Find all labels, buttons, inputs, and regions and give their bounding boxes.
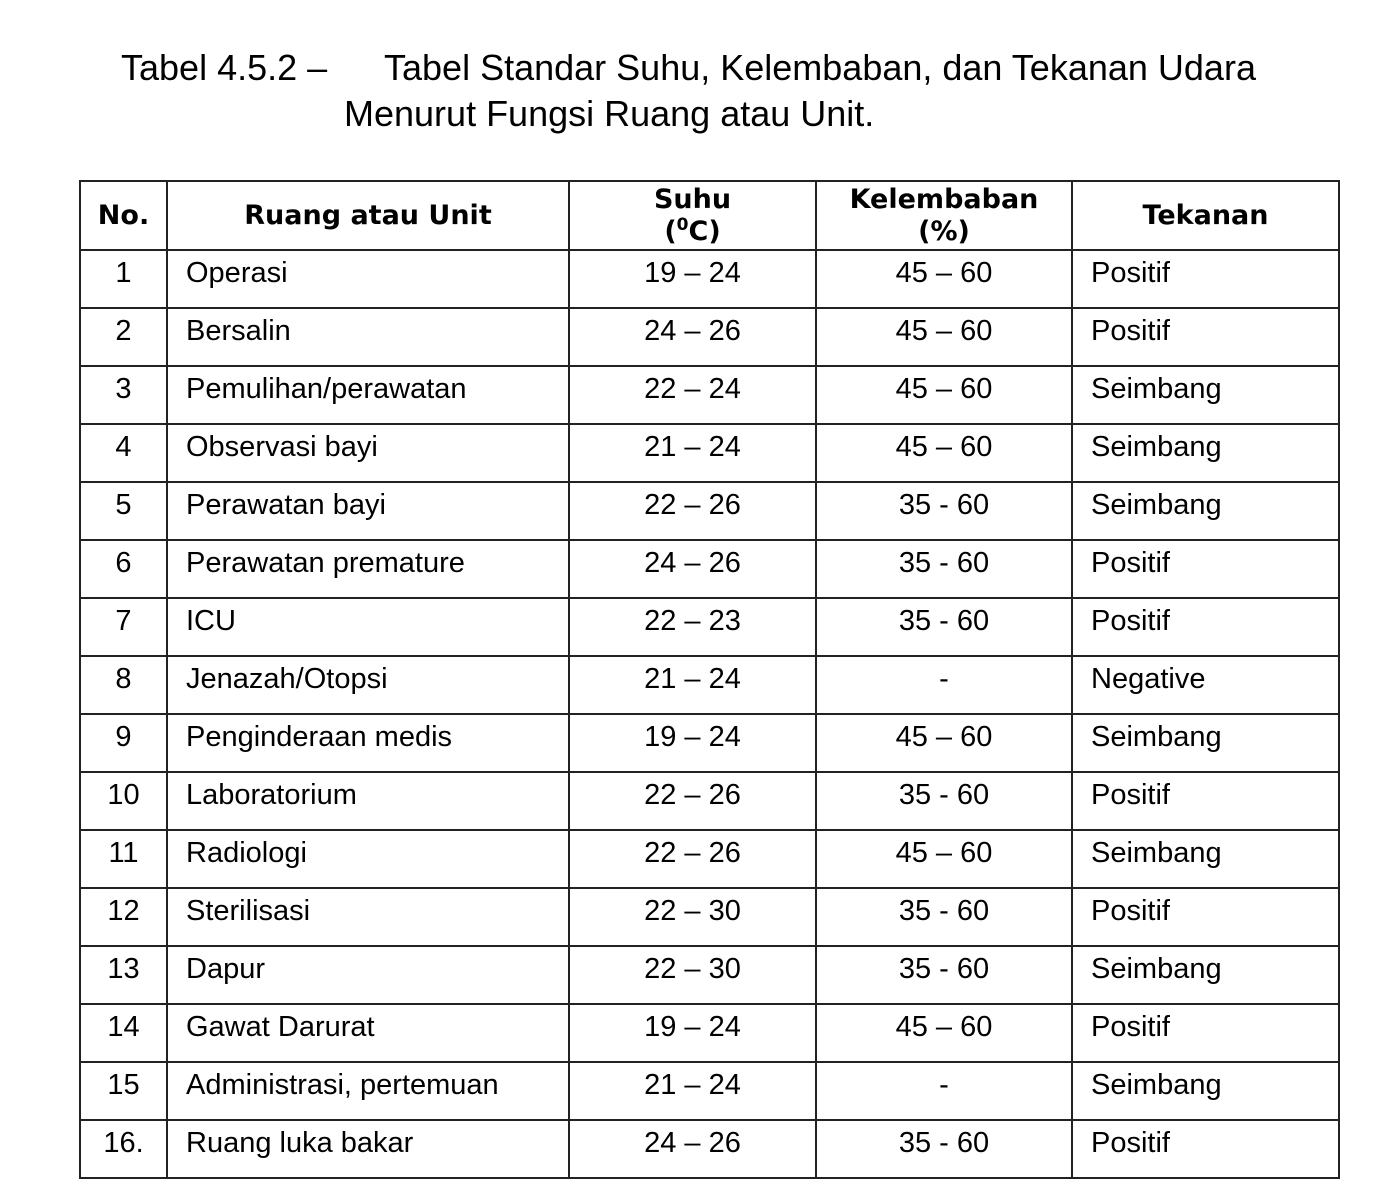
caption-title-line-2: Menurut Fungsi Ruang atau Unit. bbox=[344, 93, 875, 134]
table-row bbox=[80, 830, 1339, 888]
cell-temperature: 22 – 30 bbox=[569, 888, 816, 946]
table-row bbox=[80, 308, 1339, 366]
cell-pressure: Seimbang bbox=[1072, 714, 1339, 772]
cell-temperature: 22 – 26 bbox=[569, 772, 816, 830]
cell-temperature: 22 – 23 bbox=[569, 598, 816, 656]
cell-humidity: 35 - 60 bbox=[816, 888, 1072, 946]
cell-pressure: Seimbang bbox=[1072, 366, 1339, 424]
cell-humidity: 45 – 60 bbox=[816, 366, 1072, 424]
cell-humidity: 45 – 60 bbox=[816, 1004, 1072, 1062]
cell-room: Bersalin bbox=[167, 308, 569, 366]
header-room: Ruang atau Unit bbox=[167, 181, 569, 250]
degree-superscript: 0 bbox=[676, 214, 689, 235]
header-temperature: Suhu ($^0$C) bbox=[569, 181, 816, 250]
cell-room: Radiologi bbox=[167, 830, 569, 888]
cell-no: 15 bbox=[80, 1062, 167, 1120]
cell-room: Gawat Darurat bbox=[167, 1004, 569, 1062]
header-humidity: Kelembaban (%) bbox=[816, 181, 1072, 250]
cell-pressure: Positif bbox=[1072, 772, 1339, 830]
table-row bbox=[80, 656, 1339, 714]
cell-room: Administrasi, pertemuan bbox=[167, 1062, 569, 1120]
cell-pressure: Positif bbox=[1072, 598, 1339, 656]
cell-humidity: 45 – 60 bbox=[816, 714, 1072, 772]
cell-room: Pemulihan/perawatan bbox=[167, 366, 569, 424]
cell-temperature: 24 – 26 bbox=[569, 308, 816, 366]
cell-humidity: 45 – 60 bbox=[816, 424, 1072, 482]
table-row bbox=[80, 366, 1339, 424]
table-row bbox=[80, 250, 1339, 308]
cell-temperature: 22 – 26 bbox=[569, 830, 816, 888]
cell-humidity: 35 - 60 bbox=[816, 598, 1072, 656]
cell-no: 1 bbox=[80, 250, 167, 308]
table-caption bbox=[0, 0, 1396, 160]
cell-humidity: 35 - 60 bbox=[816, 482, 1072, 540]
cell-room: Perawatan bayi bbox=[167, 482, 569, 540]
cell-no: 11 bbox=[80, 830, 167, 888]
cell-pressure: Positif bbox=[1072, 540, 1339, 598]
cell-no: 13 bbox=[80, 946, 167, 1004]
cell-no: 2 bbox=[80, 308, 167, 366]
cell-pressure: Positif bbox=[1072, 888, 1339, 946]
cell-no: 3 bbox=[80, 366, 167, 424]
cell-no: 5 bbox=[80, 482, 167, 540]
cell-no: 7 bbox=[80, 598, 167, 656]
cell-temperature: 19 – 24 bbox=[569, 250, 816, 308]
cell-room: Laboratorium bbox=[167, 772, 569, 830]
cell-temperature: 21 – 24 bbox=[569, 424, 816, 482]
table-row bbox=[80, 714, 1339, 772]
cell-temperature: 21 – 24 bbox=[569, 1062, 816, 1120]
cell-room: Operasi bbox=[167, 250, 569, 308]
cell-pressure: Seimbang bbox=[1072, 424, 1339, 482]
table-row bbox=[80, 540, 1339, 598]
cell-room: Penginderaan medis bbox=[167, 714, 569, 772]
cell-pressure: Positif bbox=[1072, 1004, 1339, 1062]
cell-no: 14 bbox=[80, 1004, 167, 1062]
cell-room: Dapur bbox=[167, 946, 569, 1004]
table-row bbox=[80, 482, 1339, 540]
cell-pressure: Seimbang bbox=[1072, 482, 1339, 540]
cell-temperature: 22 – 30 bbox=[569, 946, 816, 1004]
cell-humidity: 45 – 60 bbox=[816, 830, 1072, 888]
cell-temperature: 22 – 26 bbox=[569, 482, 816, 540]
cell-humidity: 45 – 60 bbox=[816, 250, 1072, 308]
table-row bbox=[80, 598, 1339, 656]
cell-room: Ruang luka bakar bbox=[167, 1120, 569, 1178]
cell-no: 16. bbox=[80, 1120, 167, 1178]
table-row bbox=[80, 1004, 1339, 1062]
cell-humidity: 35 - 60 bbox=[816, 540, 1072, 598]
cell-room: Perawatan premature bbox=[167, 540, 569, 598]
cell-room: Jenazah/Otopsi bbox=[167, 656, 569, 714]
cell-humidity: 35 - 60 bbox=[816, 1120, 1072, 1178]
cell-no: 12 bbox=[80, 888, 167, 946]
cell-temperature: 24 – 26 bbox=[569, 1120, 816, 1178]
cell-room: ICU bbox=[167, 598, 569, 656]
cell-room: Sterilisasi bbox=[167, 888, 569, 946]
cell-humidity: - bbox=[816, 1062, 1072, 1120]
cell-no: 9 bbox=[80, 714, 167, 772]
cell-no: 10 bbox=[80, 772, 167, 830]
cell-pressure: Seimbang bbox=[1072, 946, 1339, 1004]
table-row bbox=[80, 1120, 1339, 1178]
table-row bbox=[80, 424, 1339, 482]
cell-humidity: 35 - 60 bbox=[816, 772, 1072, 830]
table-row bbox=[80, 1062, 1339, 1120]
cell-pressure: Positif bbox=[1072, 1120, 1339, 1178]
cell-no: 8 bbox=[80, 656, 167, 714]
cell-pressure: Positif bbox=[1072, 308, 1339, 366]
cell-pressure: Negative bbox=[1072, 656, 1339, 714]
cell-humidity: 45 – 60 bbox=[816, 308, 1072, 366]
cell-humidity: 35 - 60 bbox=[816, 946, 1072, 1004]
cell-temperature: 24 – 26 bbox=[569, 540, 816, 598]
cell-room: Observasi bayi bbox=[167, 424, 569, 482]
cell-temperature: 19 – 24 bbox=[569, 714, 816, 772]
cell-no: 6 bbox=[80, 540, 167, 598]
cell-no: 4 bbox=[80, 424, 167, 482]
cell-temperature: 22 – 24 bbox=[569, 366, 816, 424]
cell-temperature: 21 – 24 bbox=[569, 656, 816, 714]
header-row bbox=[80, 181, 1339, 250]
standards-table bbox=[79, 180, 1340, 1179]
cell-temperature: 19 – 24 bbox=[569, 1004, 816, 1062]
header-pressure: Tekanan bbox=[1072, 181, 1339, 250]
header-no: No. bbox=[80, 181, 167, 250]
caption-label: Tabel 4.5.2 – bbox=[121, 47, 328, 88]
cell-pressure: Seimbang bbox=[1072, 1062, 1339, 1120]
cell-pressure: Positif bbox=[1072, 250, 1339, 308]
table-row bbox=[80, 772, 1339, 830]
table-row bbox=[80, 946, 1339, 1004]
cell-pressure: Seimbang bbox=[1072, 830, 1339, 888]
table-row bbox=[80, 888, 1339, 946]
cell-humidity: - bbox=[816, 656, 1072, 714]
caption-title-line-1: Tabel Standar Suhu, Kelembaban, dan Tekanan Udara bbox=[384, 47, 1256, 88]
